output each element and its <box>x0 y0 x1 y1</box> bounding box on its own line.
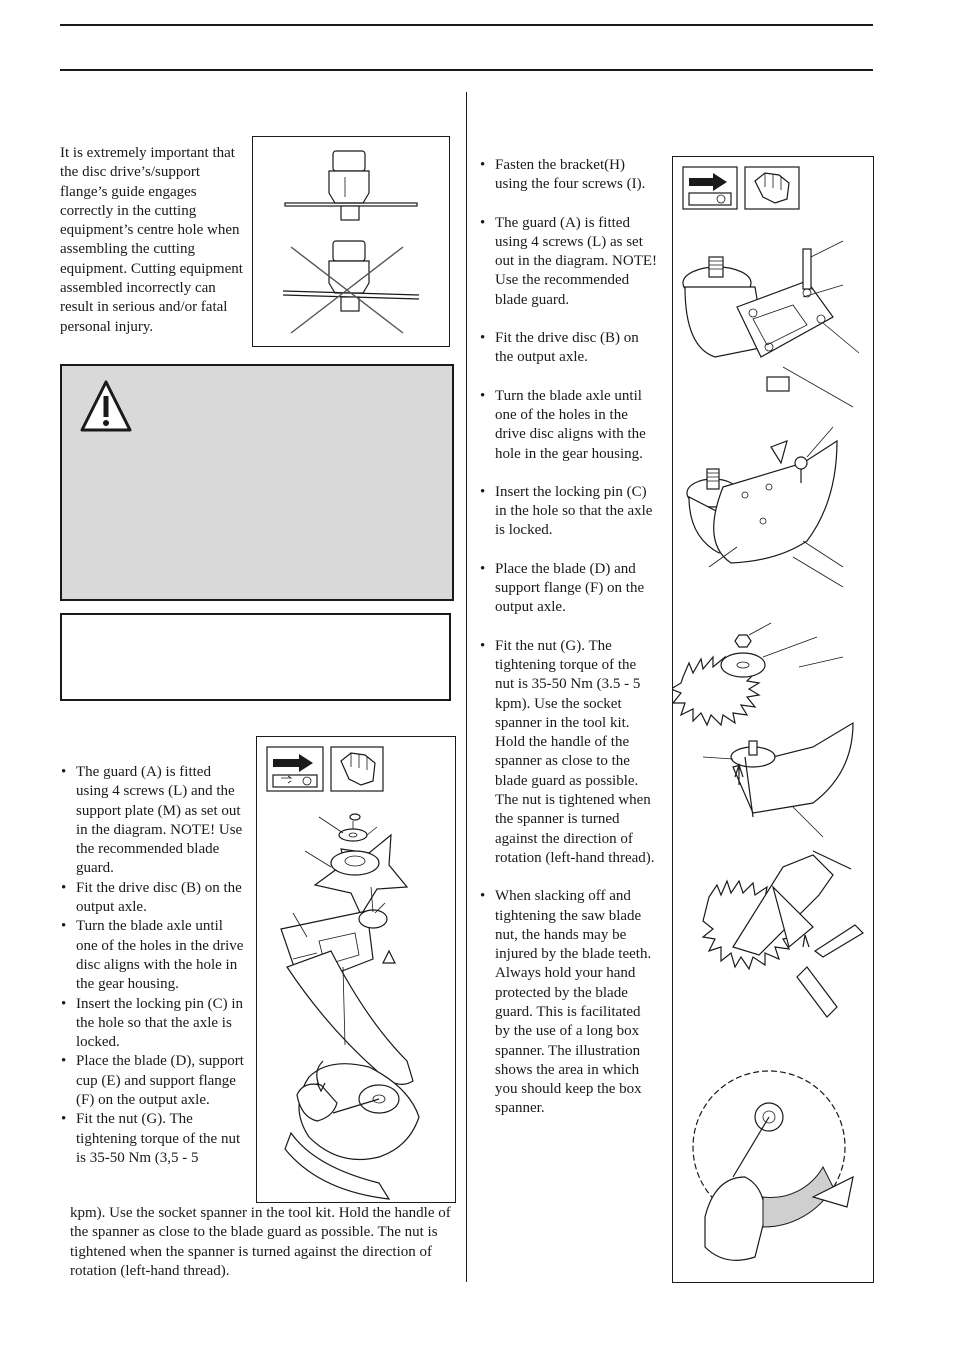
list-item: • Insert the locking pin (C) in the hole so that the axle is locked. <box>479 483 659 541</box>
assembly-figure <box>252 136 450 347</box>
header-rule-bottom <box>60 69 873 71</box>
list-item: • Turn the blade axle until one of the holes in the drive disc aligns with the hole in the gear housing. <box>60 917 245 994</box>
protective-glove-icon <box>745 167 799 209</box>
guard-mounting-illustration <box>687 427 843 587</box>
list-item: • Fit the drive disc (B) on the output axle. <box>60 879 245 918</box>
left-instructions <box>60 763 245 1168</box>
left-instructions-continued: kpm). Use the socket spanner in the tool kit. Hold the handle of the spanner as close to the blade guard as possible. The nut is tightened when the spanner is turned against the direction of rotation (left-hand thread). <box>70 1205 451 1280</box>
list-item: • Place the blade (D) and support flange (F) on the output axle. <box>479 560 659 618</box>
manual-arrow-icon <box>683 167 737 209</box>
bracket-mounting-illustration <box>683 241 859 407</box>
list-item: • Turn the blade axle until one of the holes in the drive disc aligns with the hole in the gear housing. <box>479 387 659 464</box>
exploded-parts-illustration <box>281 814 413 1084</box>
warning-box <box>60 364 454 601</box>
blade-nut-tightening-illustration <box>703 851 863 1017</box>
box-spanner-zone-illustration <box>693 1071 853 1260</box>
intro-text: It is extremely important that the disc drive’s/support flange’s guide engages correctly in the cutting equipment’s centre hole when assembling the cutting equipment. Cutting equipment assembled incorrectly can result in serious and/or fatal personal injury. <box>60 145 243 335</box>
list-item: • Fasten the bracket(H) using the four screws (I). <box>479 156 659 195</box>
blade-and-flange-illustration <box>673 623 853 837</box>
right-instructions <box>479 156 659 1138</box>
protective-glove-icon <box>331 747 383 791</box>
warning-triangle-icon <box>76 376 136 436</box>
list-item: • When slacking off and tightening the saw blade nut, the hands may be injured by the blade teeth. Always hold your hand protected by the blade guard. This is facilitated by the use of a long box spanner. The illustration shows the area in which you should keep the box spanner. <box>479 887 659 1119</box>
list-item: • The guard (A) is fitted using 4 screws (L) and the support plate (M) as set out in the diagram. NOTE! Use the recommended blade guard. <box>60 763 245 879</box>
note-box <box>60 613 451 701</box>
list-item: • Fit the drive disc (B) on the output axle. <box>479 329 659 368</box>
header-rule-top <box>60 24 873 26</box>
incorrect-assembly-illustration <box>283 241 419 333</box>
manual-arrow-icon <box>267 747 323 791</box>
left-assembly-figure <box>256 736 456 1203</box>
list-item: • The guard (A) is fitted using 4 screws (L) as set out in the diagram. NOTE! Use the recommended blade guard. <box>479 214 659 310</box>
column-divider <box>466 92 467 1282</box>
list-item: • Insert the locking pin (C) in the hole so that the axle is locked. <box>60 995 245 1053</box>
list-item: • Fit the nut (G). The tightening torque of the nut is 35-50 Nm (3.5 - 5 kpm). Use the socket spanner in the tool kit. Hold the handle of the spanner as close to the blade guard as possible. The nut is tightened when the spanner is turned against the direction of rotation (left-hand thread). <box>479 637 659 869</box>
right-assembly-figure <box>672 156 874 1283</box>
correct-assembly-illustration <box>285 151 417 220</box>
list-item: • Place the blade (D), support cup (E) and support flange (F) on the output axle. <box>60 1052 245 1110</box>
list-item: • Fit the nut (G). The tightening torque of the nut is 35-50 Nm (3,5 - 5 <box>60 1110 245 1168</box>
